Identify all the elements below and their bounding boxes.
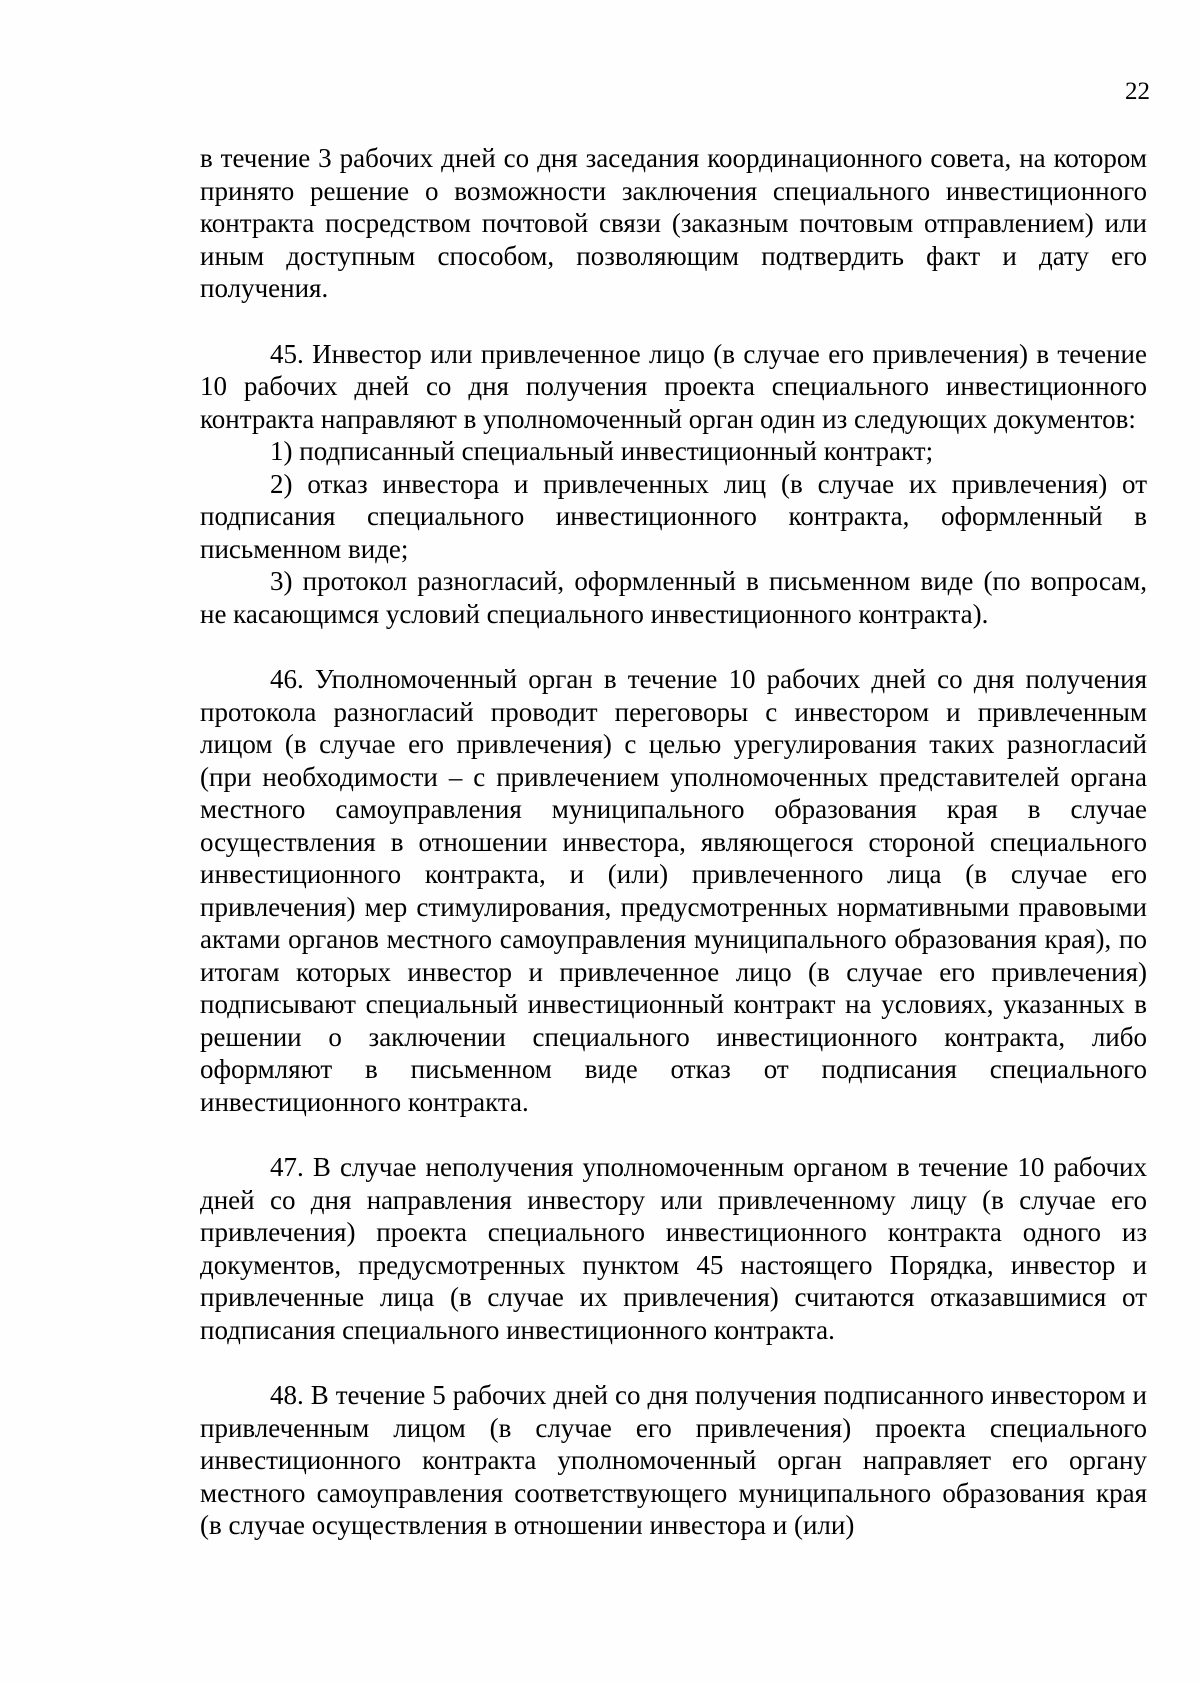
paragraph-item-45: 45. Инвестор или привлеченное лицо (в случае его привлечения) в течение 10 рабочих дней со дня получения проекта специального инвестиционного контракта направляют в уполномоченный орган один из следующих документов: (200, 338, 1147, 434)
page-number: 22 (1125, 78, 1150, 105)
document-body (200, 142, 1147, 1542)
list-item-2: 2) отказ инвестора и привлеченных лиц (в случае их привлечения) от подписания специального инвестиционного контракта, оформленный в письменном виде; (200, 468, 1147, 564)
list-item-3: 3) протокол разногласий, оформленный в письменном виде (по вопросам, не касающимся условий специального инвестиционного контракта). (200, 566, 1147, 629)
paragraph-item-48: 48. В течение 5 рабочих дней со дня получения подписанного инвестором и привлеченным лицом (в случае его привлечения) проекта специального инвестиционного контракта уполномоченный орган направляет его органу местного самоуправления соответствующего муниципального образования края (в случае осуществления в отношении инвестора и (или) (200, 1380, 1147, 1540)
paragraph-continuation: в течение 3 рабочих дней со дня заседания координационного совета, на котором принято решение о возможности заключения специального инвестиционного контракта посредством почтовой связи (заказным почтовым отправлением) или иным доступным способом, позволяющим подтвердить факт и дату его получения. (200, 143, 1147, 303)
paragraph-item-47: 47. В случае неполучения уполномоченным органом в течение 10 рабочих дней со дня направления инвестору или привлеченному лицу (в случае его привлечения) проекта специального инвестиционного контракта одного из документов, предусмотренных пунктом 45 настоящего Порядка, инвестор и привлеченные лица (в случае их привлечения) считаются отказавшимися от подписания специального инвестиционного контракта. (200, 1152, 1147, 1345)
paragraph-item-46: 46. Уполномоченный орган в течение 10 рабочих дней со дня получения протокола разногласий проводит переговоры с инвестором и привлеченным лицом (в случае его привлечения) с целью урегулирования таких разногласий (при необходимости – с привлечением уполномоченных представителей органа местного самоуправления муниципального образования края в случае осуществления в отношении инвестора, являющегося стороной специального инвестиционного контракта, и (или) привлеченного лица (в случае его привлечения) мер стимулирования, предусмотренных нормативными правовыми актами органов местного самоуправления муниципального образования края), по итогам которых инвестор и привлеченное лицо (в случае его привлечения) подписывают специальный инвестиционный контракт на условиях, указанных в решении о заключении специального инвестиционного контракта, либо оформляют в письменном виде отказ от подписания специального инвестиционного контракта. (200, 664, 1147, 1117)
list-item-1: 1) подписанный специальный инвестиционный контракт; (270, 436, 934, 466)
